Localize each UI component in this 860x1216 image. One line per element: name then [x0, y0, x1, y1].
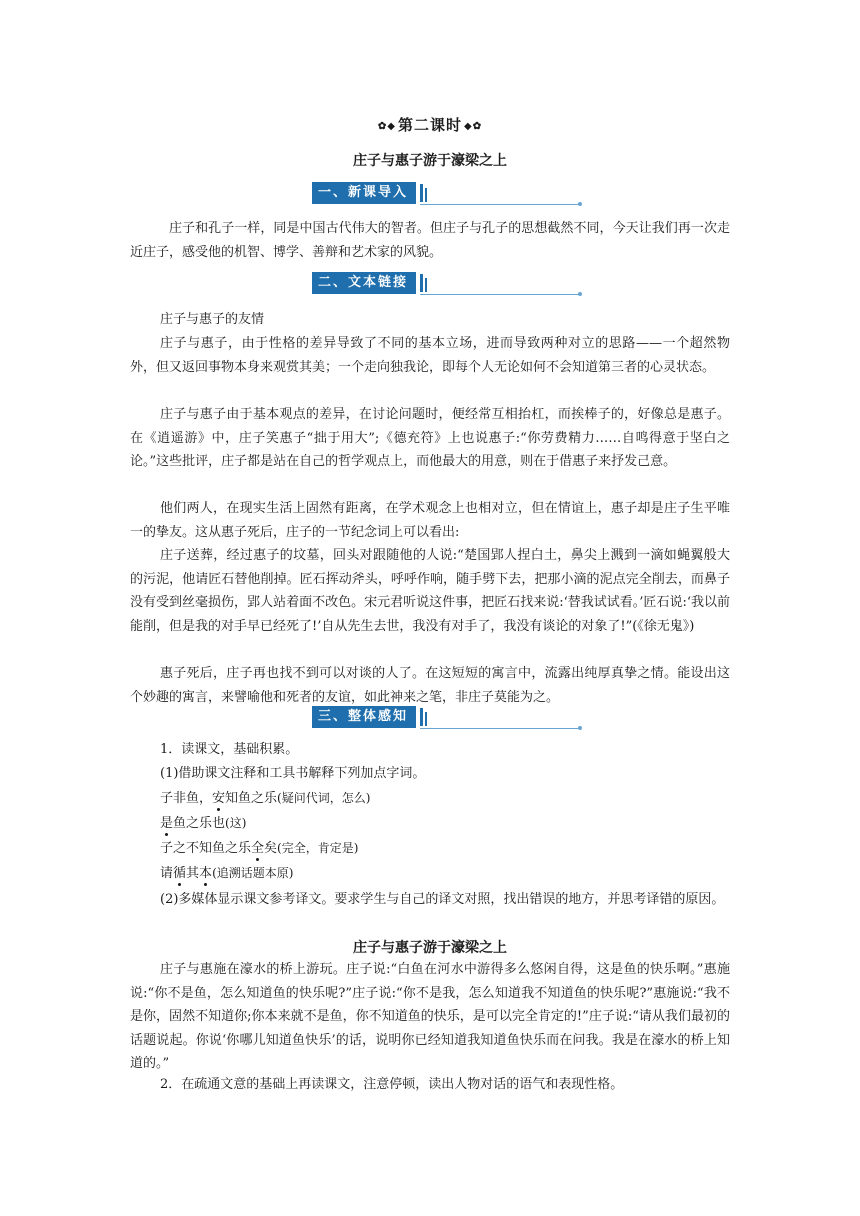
vocab-row: 请循其本(追溯话题本原) — [160, 866, 294, 881]
section-header-link: 二、文本链接 — [312, 272, 416, 294]
section-header-overall: 三、整体感知 — [312, 706, 416, 728]
link-paragraph-1: 庄子与惠子，由于性格的差异导致了不同的基本立场，进而导致两种对立的思路——一个超然物外，但又返回事物本身来观赏其美；一个走向独我论，即每个人无论如何不会知道第三者的心灵状态。 — [130, 336, 730, 375]
link-paragraph-4: 庄子送葬，经过惠子的坟墓，回头对跟随他的人说:“楚国郢人捏白土，鼻尖上溅到一滴如蝇翼般大的污泥，他请匠石替他削掉。匠石挥动斧头，呼呼作响，随手劈下去，把那小滴的泥点完全削去，而鼻子没有受到丝毫损伤，郢人站着面不改色。宋元君听说这件事，把匠石找来说:‘替我试试看。’匠石说:‘我以前能削，但是我的对手早已经死了!’自从先生去世，我没有对手了，我没有谈论的对象了!”(《徐无鬼》) — [130, 548, 730, 634]
overall-item-2-sub: (2)多媒体显示课文参考译文。要求学生与自己的译文对照，找出错误的地方，并思考译错的原因。 — [160, 892, 725, 907]
link-subtitle: 庄子与惠子的友情 — [160, 312, 265, 327]
vocab-row: 子非鱼，安知鱼之乐(疑问代词，怎么) — [160, 791, 371, 806]
overall-item-2: 2．在疏通文意的基础上再读课文，注意停顿，读出人物对话的语气和表现性格。 — [160, 1077, 624, 1092]
vocab-note: (疑问代词，怎么) — [277, 791, 371, 805]
section-banner-intro — [312, 182, 582, 206]
section-banner-link — [312, 272, 582, 296]
lesson-title-text: 第二课时 — [397, 116, 462, 134]
vocab-note: (完全，肯定是) — [277, 841, 359, 855]
link-paragraph-3: 他们两人，在现实生活上固然有距离，在学术观念上也相对立，但在情谊上，惠子却是庄子生平唯一的挚友。这从惠子死后，庄子的一节纪念词上可以看出: — [130, 501, 730, 540]
intro-paragraph: 庄子和孔子一样，同是中国古代伟大的智者。但庄子与孔子的思想截然不同，今天让我们再一次走近庄子，感受他的机智、博学、善辩和艺术家的风貌。 — [130, 221, 730, 260]
text-title: 庄子与惠子游于濠梁之上 — [353, 153, 507, 169]
overall-item-1-sub: (1)借助课文注释和工具书解释下列加点字词。 — [160, 766, 426, 781]
overall-item-1: 1．读课文，基础积累。 — [160, 742, 299, 757]
section-header-intro: 一、新课导入 — [312, 182, 416, 204]
dotted-char: 循 — [173, 866, 187, 881]
vocab-row: 是鱼之乐也(这) — [160, 816, 247, 831]
dotted-char: 安 — [212, 791, 226, 806]
lesson-title — [0, 114, 860, 135]
link-paragraph-2: 庄子与惠子由于基本观点的差异，在讨论问题时，便经常互相抬杠，而挨棒子的，好像总是惠子。在《逍遥游》中，庄子笑惠子“拙于用大”;《德充符》上也说惠子:“你劳费精力……自鸣得意于坚白之论。”这些批评，庄子都是站在自己的哲学观点上，而他最大的用意，则在于借惠子来抒发己意。 — [130, 407, 730, 469]
link-paragraph-5: 惠子死后，庄子再也找不到可以对谈的人了。在这短短的寓言中，流露出纯厚真挚之情。能设出这个妙趣的寓言，来譬喻他和死者的友谊，如此神来之笔，非庄子莫能为之。 — [130, 666, 730, 705]
translation-paragraph: 庄子与惠施在濠水的桥上游玩。庄子说:“白鱼在河水中游得多么悠闲自得，这是鱼的快乐啊。”惠施说:“你不是鱼，怎么知道鱼的快乐呢?”庄子说:“你不是我，怎么知道我不知道鱼的快乐呢?”惠施说:“我不是你，固然不知道你;你本来就不是鱼，你不知道鱼的快乐，是可以完全肯定的!”庄子说:“请从我们最初的话题说起。你说‘你哪儿知道鱼快乐’的话，说明你已经知道我知道鱼快乐而在问我。我是在濠水的桥上知道的。” — [130, 962, 730, 1071]
ornament-right-icon: ◆✿ — [464, 120, 483, 132]
ornament-left-icon: ✿◆ — [377, 120, 396, 132]
vocab-note: (追溯话题本原) — [212, 866, 294, 880]
translation-title: 庄子与惠子游于濠梁之上 — [353, 940, 507, 956]
dotted-char: 全 — [251, 841, 265, 856]
vocab-row: 子之不知鱼之乐全矣(完全，肯定是) — [160, 841, 359, 856]
section-banner-overall — [312, 706, 582, 730]
vocab-note: (这) — [225, 816, 247, 830]
dotted-char: 本 — [199, 866, 213, 881]
dotted-char: 是 — [160, 816, 174, 831]
